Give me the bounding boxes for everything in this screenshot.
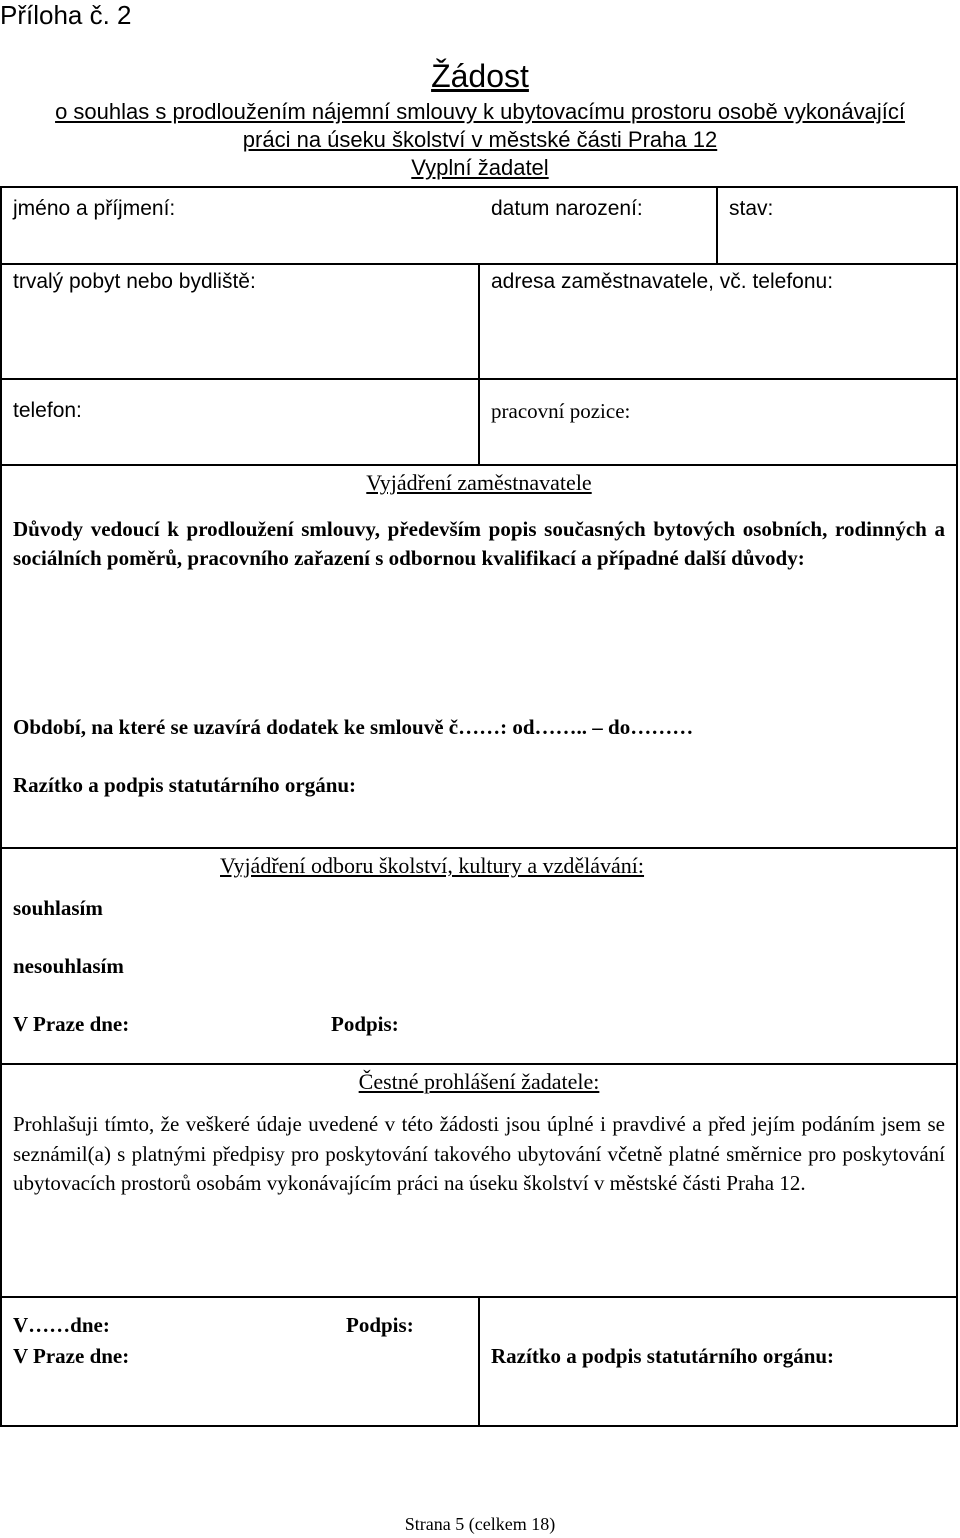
form-subtitle-line1: o souhlas s prodloužením nájemní smlouvy k ubytovacímu prostoru osobě vykonávající: [55, 99, 905, 124]
column-divider: [478, 263, 480, 465]
department-statement-heading: Vyjádření odboru školství, kultury a vzdělávání:: [220, 853, 645, 878]
applicant-fills-label: Vyplní žadatel: [411, 155, 549, 180]
status-field-label: stav:: [729, 197, 774, 220]
contract-period-text: Období, na které se uzavírá dodatek ke smlouvě č……: od…….. – do………: [13, 715, 694, 739]
employer-address-field-label: adresa zaměstnavatele, vč. telefonu:: [491, 270, 834, 293]
disagree-option: nesouhlasím: [13, 954, 124, 978]
position-field-label: pracovní pozice:: [491, 399, 631, 423]
table-right-border: [956, 186, 958, 1427]
declaration-text: Prohlašuji tímto, že veškeré údaje uvedené v této žádosti jsou úplné i pravdivé a před jejím podáním jsem se seznámil(a) s platnými předpisy pro poskytování takového ubytování včetně platné směrnice pro poskytování ubytovacích prostorů osobám vykonávajícím práci na úseku školství v městské části Praha 12.: [13, 1112, 945, 1195]
residence-field-label: trvalý pobyt nebo bydliště:: [13, 270, 256, 293]
applicant-stamp-label: Razítko a podpis statutárního orgánu:: [491, 1344, 835, 1368]
table-left-border: [0, 186, 2, 1427]
row-divider-2: [0, 378, 958, 380]
agree-option: souhlasím: [13, 896, 103, 920]
department-signature-label: Podpis:: [331, 1012, 399, 1036]
department-place-date-label: V Praze dne:: [13, 1012, 130, 1036]
applicant-place-date-label-2: V Praze dne:: [13, 1344, 130, 1368]
row-divider-3: [0, 464, 958, 466]
employer-statement-heading: Vyjádření zaměstnavatele: [366, 470, 592, 495]
page-number: Strana 5 (celkem 18): [404, 1514, 556, 1534]
declaration-heading: Čestné prohlášení žadatele:: [358, 1069, 600, 1094]
employer-stamp-label: Razítko a podpis statutárního orgánu:: [13, 773, 357, 797]
phone-field-label: telefon:: [13, 399, 82, 422]
name-field-label: jméno a příjmení:: [13, 197, 176, 220]
status-divider: [716, 186, 718, 264]
form-title: Žádost: [431, 58, 529, 94]
form-subtitle-line2: práci na úseku školství v městské části Praha 12: [242, 127, 718, 152]
row-divider-4: [0, 847, 958, 849]
applicant-place-date-label: V……dne:: [13, 1313, 110, 1337]
employer-reasons-text: Důvody vedoucí k prodloužení smlouvy, především popis současných bytových osobních, rodinných a sociálních poměrů, pracovního zařazení s odbornou kvalifikací a případné další důvody:: [13, 517, 945, 570]
birth-date-field-label: datum narození:: [491, 197, 643, 220]
applicant-signature-label: Podpis:: [346, 1313, 414, 1337]
attachment-label: Příloha č. 2: [0, 0, 132, 30]
table-top-border: [0, 186, 958, 188]
row-divider-5: [0, 1063, 958, 1065]
bottom-column-divider: [478, 1296, 480, 1427]
